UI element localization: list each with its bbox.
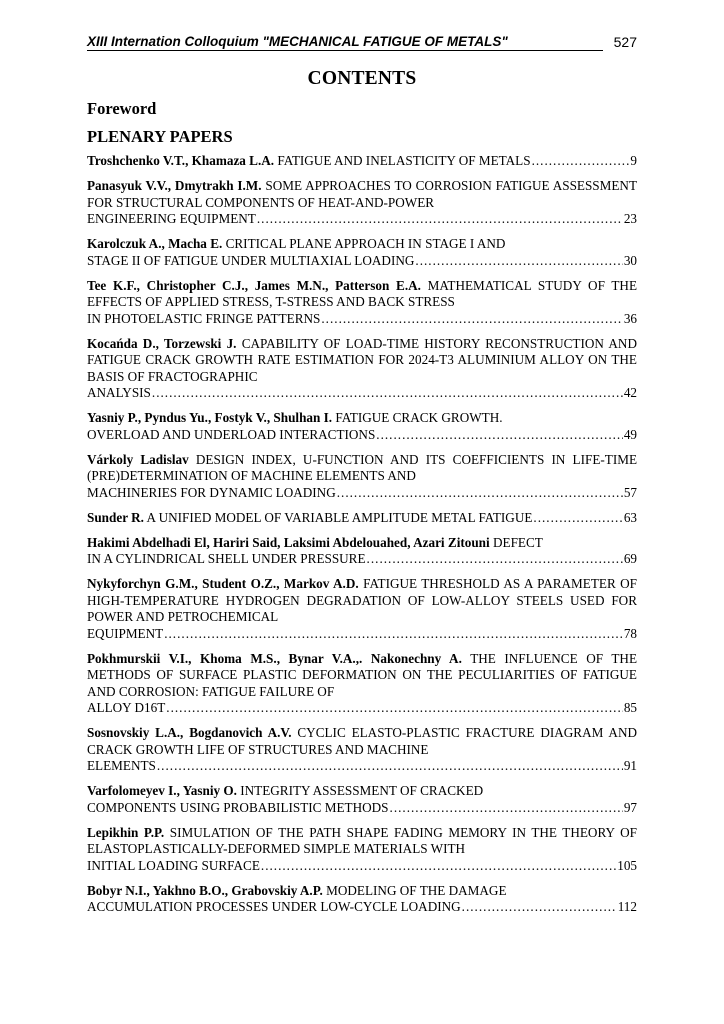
toc-entry — [87, 336, 637, 402]
entry-title-last: IN A CYLINDRICAL SHELL UNDER PRESSURE — [87, 551, 366, 566]
plenary-papers-heading: PLENARY PAPERS — [87, 127, 233, 146]
entry-authors: Hakimi Abdelhadi El, Hariri Said, Laksimi Abdelouahed, Azari Zitouni — [87, 534, 490, 550]
entry-page-number: 49 — [623, 426, 637, 442]
entry-page-number: 63 — [623, 509, 637, 525]
entry-title-body — [87, 825, 637, 858]
entry-title-final — [87, 510, 532, 527]
dot-leader — [164, 626, 623, 643]
entry-last-line — [87, 211, 637, 228]
document-page — [87, 30, 637, 924]
toc-entry — [87, 178, 637, 228]
entry-authors: Nykyforchyn G.M., Student O.Z., Markov A.D. — [87, 576, 359, 591]
dot-leader — [533, 510, 622, 527]
entry-title-last: ALLOY D16T — [87, 700, 166, 715]
entry-title-final — [87, 153, 531, 170]
entry-authors: Yasniy P., Pyndus Yu., Fostyk V., Shulhan I. — [87, 410, 333, 425]
entry-page-number: 91 — [623, 758, 637, 773]
entry-title-body — [87, 783, 637, 800]
entry-title-body — [87, 410, 637, 427]
entry-title-final — [87, 758, 156, 775]
dot-leader — [257, 211, 623, 228]
toc-entry — [87, 452, 637, 502]
toc-entry — [87, 651, 637, 717]
entry-title-text: DESIGN INDEX, U-FUNCTION AND ITS COEFFICIENTS IN LIFE-TIME (PRE)DETERMINATION OF MACHINE ELEMENTS AND — [87, 451, 638, 483]
entry-title-last: ELEMENTS — [87, 758, 156, 773]
dot-leader — [337, 485, 623, 502]
entry-title-final — [87, 626, 163, 643]
toc-entry — [87, 510, 637, 527]
entry-title-body — [87, 178, 637, 211]
dot-leader — [157, 758, 623, 775]
entry-title-text: THE INFLUENCE OF THE METHODS OF SURFACE PLASTIC DEFORMATION ON THE PECULIARITIES OF FATIGUE AND CORROSION: FATIGUE FAILURE OF — [87, 650, 638, 699]
contents-heading: CONTENTS — [307, 68, 417, 89]
entry-last-line — [87, 758, 637, 775]
entry-title-last: FATIGUE AND INELASTICITY OF METALS — [277, 153, 531, 168]
entry-title-final — [87, 551, 366, 568]
dot-leader — [152, 385, 623, 402]
entry-last-line — [87, 551, 637, 568]
toc-entry — [87, 725, 637, 775]
entry-last-line — [87, 311, 637, 328]
entry-title-final — [87, 311, 320, 328]
entry-title-text: FATIGUE THRESHOLD AS A PARAMETER OF HIGH-TEMPERATURE HYDROGEN DEGRADATION OF LOW-ALLOY STEELS USED FOR POWER AND PETROCHEMICAL — [87, 576, 638, 624]
entry-last-line — [87, 858, 637, 875]
entry-title-last: IN PHOTOELASTIC FRINGE PATTERNS — [87, 310, 321, 326]
entry-page-number: 85 — [623, 700, 637, 715]
entry-title-final — [87, 211, 256, 228]
entry-title-last: COMPONENTS USING PROBABILISTIC METHODS — [87, 799, 389, 815]
entry-title-body — [87, 336, 637, 386]
entry-title-body — [87, 883, 637, 900]
dot-leader — [261, 858, 616, 875]
entry-title-text: MATHEMATICAL STUDY OF THE EFFECTS OF APPLIED STRESS, T-STRESS AND BACK STRESS — [87, 277, 637, 309]
toc-entries — [87, 153, 637, 916]
entry-title-body — [87, 576, 637, 626]
foreword-heading: Foreword — [87, 99, 157, 118]
entry-authors: Várkoly Ladislav — [87, 451, 189, 467]
toc-entry — [87, 535, 637, 568]
running-title: XIII Internation Colloquium "MECHANICAL FATIGUE OF METALS" — [87, 34, 603, 51]
entry-authors: Karolczuk A., Macha E. — [87, 236, 223, 251]
entry-title-last: INITIAL LOADING SURFACE — [87, 857, 260, 873]
entry-title-last: ANALYSIS — [87, 385, 151, 400]
entry-title-text: FATIGUE CRACK GROWTH. — [335, 410, 503, 425]
entry-title-text: CAPABILITY OF LOAD-TIME HISTORY RECONSTRUCTION AND FATIGUE CRACK GROWTH RATE ESTIMATION FOR 2024-T3 ALUMINIUM ALLOY ON THE BASIS OF FRACTOGRAPHIC — [87, 335, 637, 384]
entry-page-number: 57 — [623, 484, 637, 500]
toc-entry — [87, 153, 637, 170]
entry-page-number: 112 — [617, 899, 637, 914]
entry-title-text: CRITICAL PLANE APPROACH IN STAGE I AND — [225, 236, 506, 251]
entry-page-number: 30 — [623, 252, 637, 268]
toc-entry — [87, 236, 637, 269]
entry-title-body — [87, 535, 637, 552]
entry-title-body — [87, 651, 637, 701]
entry-page-number: 9 — [630, 153, 637, 168]
dot-leader — [321, 311, 622, 328]
entry-title-final — [87, 485, 336, 502]
entry-title-text: DEFECT — [492, 534, 543, 550]
toc-entry — [87, 825, 637, 875]
entry-authors: Varfolomeyev I., Yasniy O. — [87, 783, 237, 798]
entry-last-line — [87, 153, 637, 170]
dot-leader — [390, 800, 623, 817]
entry-title-last: MACHINERIES FOR DYNAMIC LOADING — [87, 484, 336, 500]
entry-last-line — [87, 485, 637, 502]
toc-entry — [87, 783, 637, 816]
dot-leader — [532, 153, 630, 170]
entry-title-text: SIMULATION OF THE PATH SHAPE FADING MEMORY IN THE THEORY OF ELASTOPLASTICALLY-DEFORMED SIMPLE MATERIALS WITH — [87, 824, 637, 856]
entry-authors: Troshchenko V.T., Khamaza L.A. — [87, 153, 275, 168]
entry-title-text: INTEGRITY ASSESSMENT OF CRACKED — [240, 783, 484, 798]
entry-authors: Kocańda D., Torzewski J. — [87, 335, 237, 351]
entry-authors: Bobyr N.I., Yakhno B.O., Grabovskiy A.P. — [87, 882, 323, 898]
toc-entry — [87, 576, 637, 642]
dot-leader — [462, 899, 617, 916]
entry-title-body — [87, 236, 637, 253]
page-number: 527 — [613, 34, 637, 50]
entry-title-last: ACCUMULATION PROCESSES UNDER LOW-CYCLE LOADING — [87, 899, 461, 914]
entry-title-last: A UNIFIED MODEL OF VARIABLE AMPLITUDE METAL FATIGUE — [146, 509, 533, 525]
dot-leader — [376, 427, 623, 444]
entry-last-line — [87, 253, 637, 270]
entry-last-line — [87, 626, 637, 643]
dot-leader — [415, 253, 622, 270]
entry-authors: Panasyuk V.V., Dmytrakh I.M. — [87, 178, 262, 193]
entry-title-last: EQUIPMENT — [87, 625, 164, 641]
entry-last-line — [87, 427, 637, 444]
entry-page-number: 97 — [623, 799, 637, 815]
entry-authors: Pokhmurskii V.I., Khoma M.S., Bynar V.A.,. Nakonechny A. — [87, 650, 462, 666]
entry-title-body — [87, 452, 637, 485]
entry-page-number: 78 — [623, 625, 637, 641]
entry-page-number: 36 — [623, 310, 637, 326]
entry-last-line — [87, 510, 637, 527]
entry-last-line — [87, 800, 637, 817]
entry-page-number: 69 — [623, 551, 637, 566]
entry-last-line — [87, 899, 637, 916]
entry-title-final — [87, 858, 260, 875]
entry-last-line — [87, 700, 637, 717]
dot-leader — [166, 700, 623, 717]
entry-title-text: CYCLIC ELASTO-PLASTIC FRACTURE DIAGRAM AND CRACK GROWTH LIFE OF STRUCTURES AND MACHINE — [87, 725, 638, 757]
entry-authors: Sunder R. — [87, 509, 144, 525]
entry-title-final — [87, 899, 461, 916]
entry-title-last: OVERLOAD AND UNDERLOAD INTERACTIONS — [87, 426, 376, 442]
entry-page-number: 23 — [623, 211, 637, 226]
entry-page-number: 105 — [617, 857, 637, 873]
entry-title-body — [87, 725, 637, 758]
entry-authors: Tee K.F., Christopher C.J., James M.N., Patterson E.A. — [87, 277, 421, 293]
toc-entry — [87, 883, 637, 916]
toc-entry — [87, 410, 637, 443]
entry-title-last: ENGINEERING EQUIPMENT — [87, 211, 256, 226]
entry-title-body — [87, 278, 637, 311]
running-header — [87, 30, 637, 52]
entry-authors: Sosnovskiy L.A., Bogdanovich A.V. — [87, 725, 292, 740]
entry-last-line — [87, 385, 637, 402]
entry-title-last: STAGE II OF FATIGUE UNDER MULTIAXIAL LOADING — [87, 252, 415, 268]
entry-authors: Lepikhin P.P. — [87, 824, 165, 840]
entry-title-final — [87, 700, 165, 717]
toc-entry — [87, 278, 637, 328]
entry-title-final — [87, 253, 414, 270]
entry-title-text: SOME APPROACHES TO CORROSION FATIGUE ASSESSMENT FOR STRUCTURAL COMPONENTS OF HEAT-AND-POWER — [87, 178, 637, 210]
entry-page-number: 42 — [623, 385, 637, 400]
dot-leader — [367, 551, 623, 568]
entry-title-text: MODELING OF THE DAMAGE — [326, 882, 507, 898]
entry-title-final — [87, 385, 151, 402]
entry-title-final — [87, 800, 389, 817]
entry-title-final — [87, 427, 375, 444]
